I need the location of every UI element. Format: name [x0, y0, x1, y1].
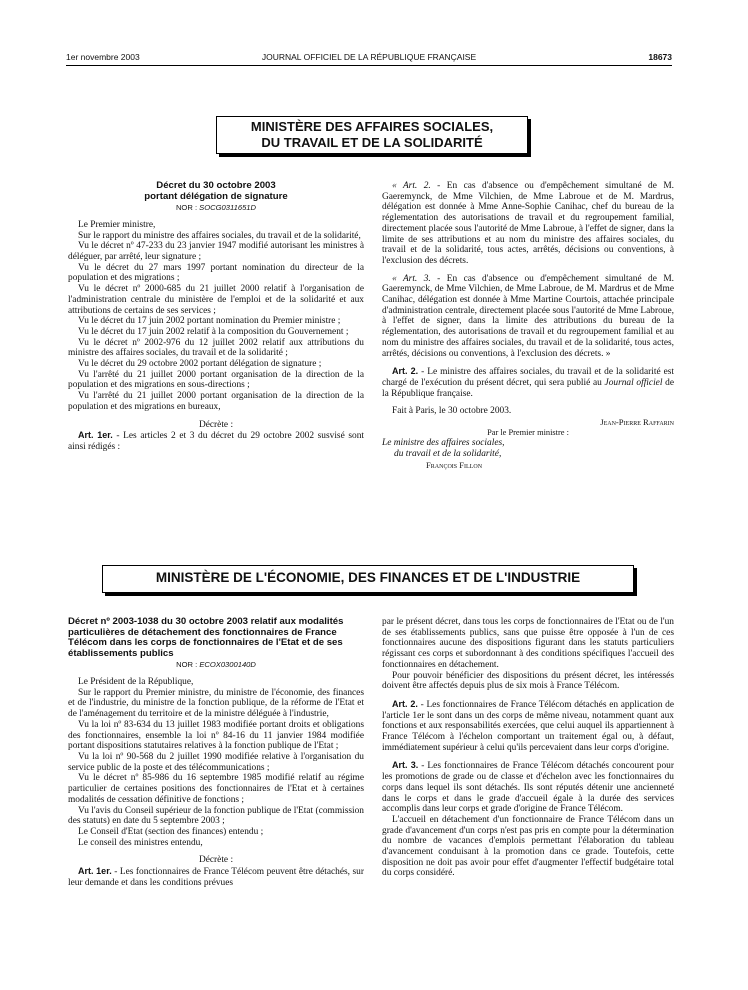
visa-paragraph: Le conseil des ministres entendu, [78, 837, 203, 848]
visa-paragraph: Vu la loi nº 90-568 du 2 juillet 1990 modifiée relative à l'organisation du service public de la poste et des télécommunications ; [68, 752, 364, 773]
decree-title-line-2: portant délégation de signature [144, 190, 288, 202]
visa-paragraph: Le Conseil d'Etat (section des finances) entendu ; [78, 826, 264, 837]
visa-paragraph: Le Président de la République, [78, 677, 194, 688]
article-2-label: Art. 2. [392, 698, 418, 709]
banner-line-1: MINISTÈRE DES AFFAIRES SOCIALES, [250, 119, 494, 134]
article-1-label: Art. 1er. [78, 866, 112, 877]
article-1-label: Art. 1er. [78, 430, 113, 441]
article-1 [68, 430, 364, 452]
nor-code: ECOX0300140D [199, 660, 256, 670]
article-2-text-a: - Le ministre des affaires sociales, du travail et de la solidarité est chargé de l'exécution du présent décret, qui sera publié au [382, 367, 674, 388]
visa-paragraph: Vu la loi nº 83-634 du 13 juillet 1983 modifiée portant droits et obligations des fonctionnaires, ensemble la loi nº 84-16 du 11 janvier 1984 modifiée portant dispositions statutaires relatives à la fonction publique de l'Etat ; [68, 719, 364, 752]
journal-title: JOURNAL OFFICIEL DE LA RÉPUBLIQUE FRANÇAISE [261, 52, 477, 62]
quoted-article-3 [382, 274, 674, 360]
nor-code: SOCG0311651D [199, 203, 257, 213]
place-date: Fait à Paris, le 30 octobre 2003. [392, 406, 512, 417]
decree-title-line-1: Décret du 30 octobre 2003 [156, 180, 276, 191]
page-number: 18673 [648, 52, 672, 62]
decrete-label: Décrète : [198, 419, 234, 430]
visa-paragraph: Le Premier ministre, [78, 219, 156, 230]
article-2 [382, 699, 674, 754]
section1-column-left [68, 181, 364, 453]
minister-title-1: Le ministre des affaires sociales, [382, 438, 505, 449]
decree-title [68, 181, 364, 202]
ministry-banner-social-affairs [216, 116, 528, 154]
visa-paragraph: Vu le décret du 17 juin 2002 portant nomination du Premier ministre ; [78, 316, 341, 327]
issue-date: 1er novembre 2003 [66, 52, 140, 62]
visa-paragraph: Vu le décret nº 2002-976 du 12 juillet 2002 relatif aux attributions du ministre des affaires sociales, du travail et de la solidarité ; [68, 337, 364, 359]
article-1-continued: par le présent décret, dans tous les corps de fonctionnaires de l'Etat ou de l'un de ses établissements publics, sans que puisse être opposée à l'un de ces fonctionnaires aucune des dispositions figurant dans les statuts particuliers régissant ces corps et subordonnant à des conditions spécifiques l'accueil des fonctionnaires en détachement. [382, 617, 674, 670]
visa-paragraph: Vu le décret du 29 octobre 2002 portant délégation de signature ; [78, 359, 322, 370]
minister-name: François Fillon [426, 459, 483, 470]
quoted-article-3-label: « Art. 3. [392, 273, 431, 284]
header-rule [66, 65, 672, 66]
quoted-article-3-text: - En cas d'absence ou d'empêchement simultané de M. Gaeremynck, de Mme Vilchien, de Mme Labroue, de M. Mardrus et de Mme Canihac, délégation est donnée à Mme Martine Courtois, attachée principale d'administration centrale, directement placée sous l'autorité de Mme Labroue, à l'effet de signer, dans la limite des attributions du bureau de la réglementation, des autorisations de travail et du regroupement familial et au nom du ministre des affaires sociales, du travail et de la solidarité, tous actes, arrêtés, décisions ou conventions, à l'exclusion des décrets. » [382, 273, 675, 359]
article-2-text-b: de la République française. [382, 377, 674, 399]
nor-reference [68, 660, 364, 671]
signatory-prime-minister: Jean-Pierre Raffarin [600, 417, 674, 428]
visa-paragraph: Vu le décret nº 2000-685 du 21 juillet 2000 relatif à l'organisation de l'administration centrale du ministère de l'emploi et de la solidarité et aux attributions de certains de ses services ; [68, 284, 364, 316]
journal-officiel-ref: Journal officiel [604, 377, 663, 388]
visa-paragraph: Vu le décret nº 85-986 du 16 septembre 1985 modifié relatif au régime particulier de certaines positions des fonctionnaires de l'Etat et à certaines modalités de cessation définitive de fonctions ; [68, 773, 364, 805]
article-1-text: - Les fonctionnaires de France Télécom peuvent être détachés, sur leur demande et dans les conditions prévues [68, 867, 364, 888]
visa-paragraph: Sur le rapport du ministre des affaires sociales, du travail et de la solidarité, [78, 230, 361, 241]
visa-paragraph: Vu l'avis du Conseil supérieur de la fonction publique de l'Etat (commission des statuts) en date du 5 septembre 2003 ; [68, 805, 364, 827]
quoted-article-2 [382, 181, 674, 267]
visa-paragraph: Vu le décret nº 47-233 du 23 janvier 1947 modifié autorisant les ministres à déléguer, par arrêté, leur signature ; [68, 241, 364, 262]
article-2-label: Art. 2. [392, 366, 419, 377]
article-3-label: Art. 3. [392, 760, 419, 771]
section1-column-right [382, 181, 674, 471]
visa-paragraph: Sur le rapport du Premier ministre, du ministre de l'économie, des finances et de l'industrie, du ministre de la fonction publique, de la réforme de l'Etat et de l'aménagement du territoire et de la ministre déléguée à l'industrie, [68, 687, 364, 720]
quoted-article-2-label: « Art. 2. [392, 181, 431, 191]
visa-paragraph: Vu le décret du 17 juin 2002 relatif à la composition du Gouvernement ; [78, 326, 349, 337]
ministry-banner-economy: MINISTÈRE DE L'ÉCONOMIE, DES FINANCES ET DE L'INDUSTRIE [102, 565, 634, 593]
article-3-paragraph-2: L'accueil en détachement d'un fonctionnaire de France Télécom dans un grade d'avancement d'un corps n'est pas pris en compte pour la détermination du nombre de vacances d'emplois permettant l'élaboration du tableau d'avancement conduisant à la promotion dans ce grade. Toutefois, cette disposition ne doit pas avoir pour effet d'augmenter l'effectif budgétaire total du corps considéré. [382, 814, 674, 879]
section2-column-right [382, 617, 674, 879]
article-1-text: - Les articles 2 et 3 du décret du 29 octobre 2002 susvisé sont ainsi rédigés : [68, 431, 364, 452]
visa-paragraph: Vu le décret du 27 mars 1997 portant nomination du directeur de la population et des migrations ; [68, 262, 364, 284]
quoted-article-2-text: - En cas d'absence ou d'empêchement simultané de M. Gaeremynck, de Mme Vilchien, de Mme Labroue et de M. Mardrus, délégation est donnée à Mme Anne-Sophie Canihac, chef du bureau de la réglementation des autorisations de travail et du regroupement familial, directement placée sous l'autorité de Mme Labroue, à l'effet de signer, dans la limite de ses attributions et au nom du ministre des affaires sociales, du travail et de la solidarité, tous actes, arrêtés, décisions ou conventions, à l'exclusion des décrets. [382, 181, 675, 266]
article-3-text: - Les fonctionnaires de France Télécom détachés concourent pour les promotions de grade ou de classe et d'échelon avec les fonctionnaires du corps dans lequel ils sont détachés. Ils sont réputés détenir une ancienneté dans le corps et dans le grade d'accueil égale à la durée des services accomplis dans leur corps et grade d'origine de France Télécom. [382, 761, 674, 815]
article-2 [382, 366, 674, 399]
visa-paragraph: Vu l'arrêté du 21 juillet 2000 portant organisation de la direction de la population et des migrations en bureaux, [68, 391, 364, 412]
nor-label: NOR : [176, 660, 200, 670]
article-2-text: - Les fonctionnaires de France Télécom détachés en application de l'article 1er le sont dans un des corps de même niveau, notamment quant aux fonctions et aux responsabilités exercées, que celui auquel ils appartiennent à France Télécom à l'échelon comportant un traitement égal ou, à défaut, immédiatement supérieur à celui qu'ils percevaient dans leur corps d'origine. [382, 699, 674, 753]
decree-title: Décret nº 2003-1038 du 30 octobre 2003 relatif aux modalités particulières de détachement des fonctionnaires de France Télécom dans les corps de fonctionnaires de l'Etat et de ses établissements publics [68, 616, 344, 659]
decrete-label: Décrète : [198, 855, 234, 866]
article-1 [68, 866, 364, 888]
banner-line-2: DU TRAVAIL ET DE LA SOLIDARITÉ [261, 135, 483, 150]
nor-reference [68, 203, 364, 214]
visa-paragraph: Vu l'arrêté du 21 juillet 2000 portant organisation de la direction de la population et des migrations en sous-directions ; [68, 369, 364, 391]
minister-title-2: du travail et de la solidarité, [394, 449, 502, 460]
nor-label: NOR : [175, 203, 200, 213]
by-prime-minister: Par le Premier ministre : [487, 427, 569, 437]
section2-column-left [68, 617, 364, 888]
article-3 [382, 760, 674, 815]
page-header [66, 52, 672, 64]
article-1-paragraph-2: Pour pouvoir bénéficier des dispositions du présent décret, les intéressés doivent être affectés depuis plus de six mois à France Télécom. [382, 670, 674, 692]
